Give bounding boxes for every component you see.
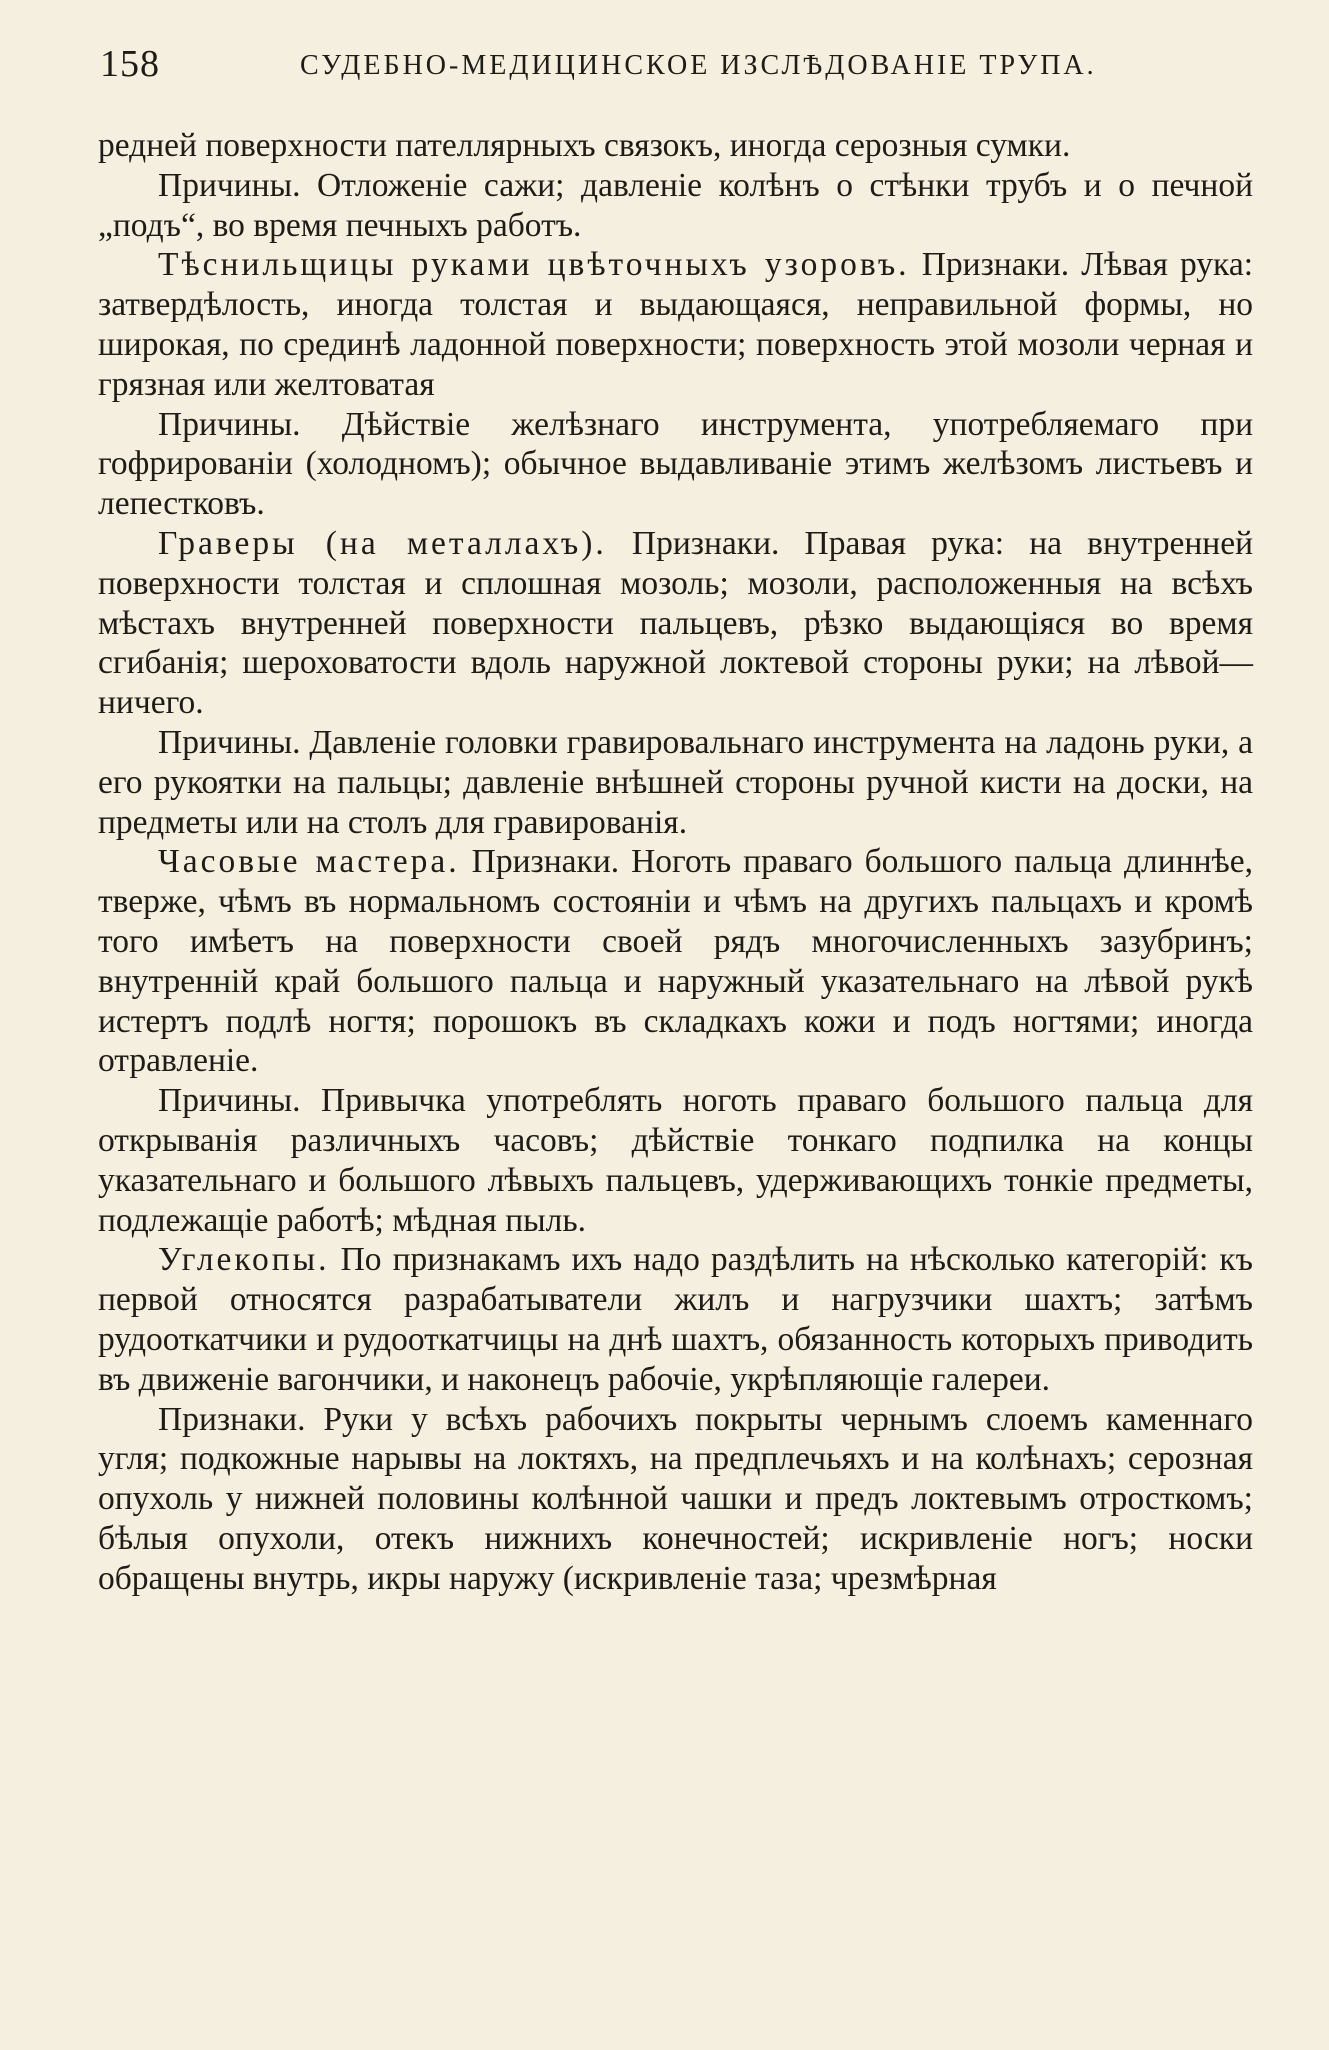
- paragraph-text: Признаки. Ноготь праваго большого пальца длиннѣе, тверже, чѣмъ въ нормальномъ состояніи и чѣмъ на другихъ пальцахъ и кромѣ того имѣетъ на поверхности своей рядъ многочисленныхъ зазубринъ; внутренній край большого пальца и наружный указательнаго на лѣвой рукѣ истертъ подлѣ ногтя; порошокъ въ складкахъ кожи и подъ ногтями; иногда отравленіе.: [98, 843, 1253, 1080]
- paragraph-text: По признакамъ ихъ надо раздѣлить на нѣсколько категорій: къ первой относятся разрабатыватели жилъ и нагрузчики шахтъ; затѣмъ рудооткатчики и рудооткатчицы на днѣ шахтъ, обязанность которыхъ приводить въ движеніе вагончики, и наконецъ рабочіе, укрѣпляющіе галереи.: [98, 1241, 1253, 1398]
- paragraph-text: Признаки. Руки у всѣхъ рабочихъ покрыты чернымъ слоемъ каменнаго угля; подкожные нарывы на локтяхъ, на предплечьяхъ и на колѣнахъ; серозная опухоль у нижней половины колѣнной чашки и предъ локтевымъ отросткомъ; бѣлыя опухоли, отекъ нижнихъ конечностей; искривленіе ногъ; носки обращены внутрь, икры наружу (искривленіе таза; чрезмѣрная: [98, 1400, 1253, 1597]
- paragraph-lead: Часовые мастера.: [158, 843, 460, 881]
- paragraph: [98, 126, 1253, 166]
- paragraph: [98, 1081, 1253, 1240]
- paragraph: [98, 1240, 1253, 1399]
- paragraph-lead: Углекопы.: [158, 1241, 330, 1279]
- running-title: СУДЕБНО-МЕДИЦИНСКОЕ ИЗСЛѢДОВАНІЕ ТРУПА.: [300, 50, 1097, 81]
- paragraph: [98, 405, 1253, 524]
- paragraph-text: редней поверхности пателлярныхъ связокъ, иногда серозныя сумки.: [98, 127, 1071, 164]
- paragraph: [98, 166, 1253, 246]
- paragraph-lead: Граверы (на металлахъ).: [158, 524, 607, 562]
- paragraph-text: Признаки. Правая рука: на внутренней поверхности толстая и сплошная мозоль; мозоли, расположенныя на всѣхъ мѣстахъ внутренней поверхности пальцевъ, рѣзко выдающіяся во время сгибанія; шероховатости вдоль наружной локтевой стороны руки; на лѣвой—ничего.: [98, 524, 1253, 722]
- paragraph: [98, 723, 1253, 842]
- paragraph: [98, 1400, 1253, 1599]
- paragraph-text: Причины. Привычка употреблять ноготь праваго большого пальца для открыванія различныхъ часовъ; дѣйствіе тонкаго подпилка на концы указательнаго и большого лѣвыхъ пальцевъ, удерживающихъ тонкіе предметы, подлежащіе работѣ; мѣдная пыль.: [98, 1082, 1253, 1239]
- page-header: [100, 42, 1250, 85]
- paragraph-lead: Тѣснильщицы руками цвѣточныхъ узоровъ.: [158, 246, 910, 284]
- paragraph-text: Причины. Отложеніе сажи; давленіе колѣнъ о стѣнки трубъ и о печной „подъ“, во время печныхъ работъ.: [98, 166, 1253, 244]
- body-text: [98, 126, 1253, 1598]
- paragraph-text: Причины. Дѣйствіе желѣзнаго инструмента, употребляемаго при гофрированіи (холодномъ); обычное выдавливаніе этимъ желѣзомъ листьевъ и лепестковъ.: [98, 405, 1253, 523]
- page-number: 158: [100, 43, 160, 85]
- paragraph: [98, 245, 1253, 404]
- paragraph: [98, 524, 1253, 723]
- paragraph-text: Признаки. Лѣвая рука: затвердѣлость, иногда толстая и выдающаяся, неправильной формы, но широкая, по срединѣ ладонной поверхности; поверхность этой мозоли черная и грязная или желтоватая: [98, 246, 1253, 403]
- paragraph: [98, 842, 1253, 1081]
- paragraph-text: Причины. Давленіе головки гравировальнаго инструмента на ладонь руки, а его рукоятки на пальцы; давленіе внѣшней стороны ручной кисти на доски, на предметы или на столъ для гравированія.: [98, 723, 1253, 841]
